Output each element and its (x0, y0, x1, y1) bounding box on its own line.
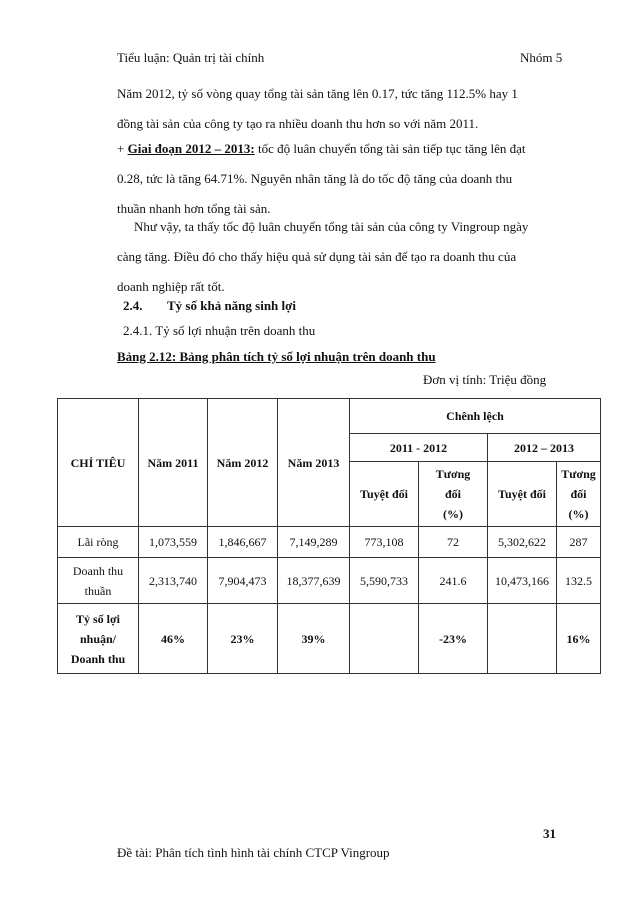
cell-relative-2: 132.5 (557, 558, 601, 604)
header-2013: Năm 2013 (278, 399, 350, 527)
row-label-line-2: thuần (84, 583, 112, 598)
header-2011: Năm 2011 (139, 399, 208, 527)
period-label: Giai đoạn 2012 – 2013: (127, 141, 255, 156)
footer-text: Đề tài: Phân tích tình hình tài chính CTCP Vingroup (117, 845, 390, 860)
header-relative-1-line-1: Tương (435, 467, 471, 481)
cell-2012: 7,904,473 (208, 558, 278, 604)
profit-ratio-table (57, 398, 601, 674)
cell-2012: 1,846,667 (208, 527, 278, 558)
header-2012: Năm 2012 (208, 399, 278, 527)
cell-2011: 1,073,559 (139, 527, 208, 558)
cell-absolute-1: 773,108 (350, 527, 419, 558)
paragraph-2-line-1-rest: tốc độ luân chuyển tổng tài sản tiếp tục tăng lên đạt (254, 141, 526, 156)
paragraph-1-line-2: đồng tài sản của công ty tạo ra nhiều doanh thu hơn so với năm 2011. (117, 116, 479, 131)
running-header-right: Nhóm 5 (520, 50, 563, 65)
header-chi-tieu: CHỈ TIÊU (58, 399, 139, 527)
paragraph-3-line-3: doanh nghiệp rất tốt. (117, 279, 225, 294)
cell-absolute-2: 10,473,166 (488, 558, 557, 604)
header-absolute-2: Tuyệt đối (488, 462, 557, 527)
paragraph-1 (117, 79, 577, 139)
cell-2013: 7,149,289 (278, 527, 350, 558)
cell-relative-1: -23% (419, 604, 488, 674)
cell-relative-2: 287 (557, 527, 601, 558)
header-relative-1 (419, 462, 488, 527)
paragraph-2 (117, 134, 577, 224)
paragraph-1-line-1: Năm 2012, tỷ số vòng quay tổng tài sản tăng lên 0.17, tức tăng 112.5% hay 1 (117, 86, 518, 101)
cell-absolute-2 (488, 604, 557, 674)
row-label (58, 558, 139, 604)
header-relative-2-line-2: đối (570, 487, 587, 501)
cell-2013: 18,377,639 (278, 558, 350, 604)
row-label-line-1: Doanh thu (72, 563, 124, 578)
page-number: 31 (543, 826, 556, 841)
cell-2013: 39% (278, 604, 350, 674)
row-label-line-2: nhuận/ (79, 631, 117, 646)
cell-absolute-1 (350, 604, 419, 674)
cell-2011: 46% (139, 604, 208, 674)
paragraph-2-line-2: 0.28, tức là tăng 64.71%. Nguyên nhân tăng là do tốc độ tăng của doanh thu (117, 171, 513, 186)
paragraph-3-line-2: càng tăng. Điều đó cho thấy hiệu quả sử dụng tài sản để tạo ra doanh thu của (117, 249, 517, 264)
row-label-line-1: Tỷ số lợi (76, 611, 120, 626)
header-relative-1-line-2: đối (444, 487, 461, 501)
section-title: Tỷ số khả năng sinh lợi (167, 298, 296, 313)
row-label: Lãi ròng (58, 527, 139, 558)
cell-2012: 23% (208, 604, 278, 674)
header-row-1 (58, 399, 601, 434)
table-row (58, 558, 601, 604)
paragraph-2-line-3: thuần nhanh hơn tổng tài sản. (117, 201, 271, 216)
paragraph-3-line-1: Như vậy, ta thấy tốc độ luân chuyển tổng tài sản của công ty Vingroup ngày (134, 219, 529, 234)
cell-2011: 2,313,740 (139, 558, 208, 604)
paragraph-2-line-1 (117, 134, 577, 164)
header-absolute-1: Tuyệt đối (350, 462, 419, 527)
cell-relative-1: 72 (419, 527, 488, 558)
row-label (58, 604, 139, 674)
paragraph-3 (117, 212, 577, 302)
bullet-plus: + (117, 141, 128, 156)
cell-relative-1: 241.6 (419, 558, 488, 604)
cell-absolute-2: 5,302,622 (488, 527, 557, 558)
header-relative-2-line-1: Tương (561, 467, 596, 481)
section-number: 2.4. (123, 298, 143, 313)
header-relative-2 (557, 462, 601, 527)
row-label-line-3: Doanh thu (70, 651, 126, 666)
header-relative-2-line-3: (%) (568, 507, 589, 521)
cell-relative-2: 16% (557, 604, 601, 674)
cell-absolute-1: 5,590,733 (350, 558, 419, 604)
subsection-title: 2.4.1. Tỷ số lợi nhuận trên doanh thu (123, 323, 316, 338)
header-period-2012-2013: 2012 – 2013 (488, 434, 601, 462)
header-chenh-lech: Chênh lệch (350, 399, 601, 434)
table-row (58, 527, 601, 558)
header-period-2011-2012: 2011 - 2012 (350, 434, 488, 462)
table-caption: Bảng 2.12: Bảng phân tích tỷ số lợi nhuận trên doanh thu (117, 349, 436, 364)
header-relative-1-line-3: (%) (443, 507, 463, 521)
table-row (58, 604, 601, 674)
unit-label: Đơn vị tính: Triệu đồng (423, 372, 547, 387)
running-header-left: Tiểu luận: Quản trị tài chính (117, 50, 265, 65)
